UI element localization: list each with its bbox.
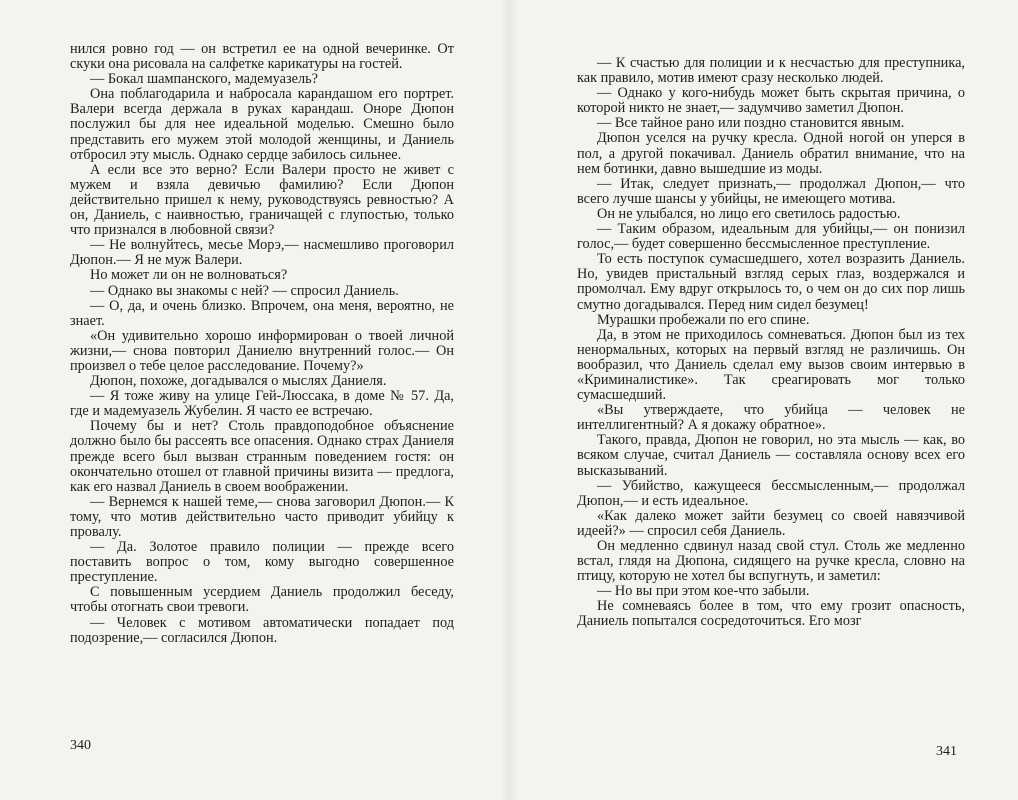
- paragraph: То есть поступок сумасшедшего, хотел возразить Даниель. Но, увидев пристальный взгляд серых глаз, воздержался и промолчал. Ему вдруг открылось то, о чем он до сих пор лишь смутно догадывался. Перед ним сидел безумец!: [577, 251, 965, 313]
- paragraph: Но может ли он не волноваться?: [90, 267, 288, 284]
- paragraph: — Человек с мотивом автоматически попадает под подозрение,— согласился Дюпон.: [70, 614, 454, 646]
- paragraph: С повышенным усердием Даниель продолжил беседу, чтобы отогнать свои тревоги.: [70, 584, 454, 616]
- paragraph: «Вы утверждаете, что убийца — человек не интеллигентный? А я докажу обратное».: [577, 402, 965, 434]
- paragraph: Дюпон, похоже, догадывался о мыслях Даниеля.: [90, 373, 387, 390]
- paragraph: Он медленно сдвинул назад свой стул. Столь же медленно встал, глядя на Дюпона, сидящего на ручке кресла, словно на птицу, которую не хотел бы вспугнуть, и заметил:: [577, 538, 965, 585]
- paragraph: — Убийство, кажущееся бессмысленным,— продолжал Дюпон,— и есть идеальное.: [577, 477, 965, 509]
- paragraph: — Вернемся к нашей теме,— снова заговорил Дюпон.— К тому, что мотив действительно часто приводит убийцу к провалу.: [70, 493, 454, 540]
- paragraph: Да, в этом не приходилось сомневаться. Дюпон был из тех ненормальных, которых на первый взгляд не различишь. Он вообразил, что Даниель сделал ему вызов своим интервью в «Криминалистике». Так среагировать мог только сумасшедший.: [577, 326, 965, 404]
- page-number-right: 341: [936, 744, 957, 759]
- paragraph: «Как далеко может зайти безумец со своей навязчивой идеей?» — спросил себя Даниель.: [577, 507, 965, 539]
- paragraph: «Он удивительно хорошо информирован о твоей личной жизни,— снова повторил Даниелю внутренний голос.— Он произвел о тебе целое расследование. Почему?»: [70, 327, 454, 374]
- paragraph: — Итак, следует признать,— продолжал Дюпон,— что всего лучше шансы у убийцы, не имеющего мотива.: [577, 175, 965, 207]
- paragraph: Он не улыбался, но лицо его светилось радостью.: [597, 205, 901, 222]
- paragraph: — Однако вы знакомы с ней? — спросил Даниель.: [90, 282, 399, 299]
- paragraph: нился ровно год — он встретил ее на одной вечеринке. От скуки она рисовала на салфетке карикатуры на гостей.: [70, 41, 454, 73]
- paragraph: — Бокал шампанского, мадемуазель?: [90, 71, 318, 88]
- paragraph: Дюпон уселся на ручку кресла. Одной ногой он уперся в пол, а другой покачивал. Даниель обратил внимание, что на нем ботинки, давно вышедшие из моды.: [577, 130, 965, 177]
- left-page-text: [70, 42, 454, 646]
- paragraph: — О, да, и очень близко. Впрочем, она меня, вероятно, не знает.: [70, 297, 454, 329]
- paragraph: — Все тайное рано или поздно становится явным.: [597, 115, 905, 132]
- paragraph: — Однако у кого-нибудь может быть скрытая причина, о которой никто не знает,— задумчиво заметил Дюпон.: [577, 85, 965, 117]
- paragraph: — Таким образом, идеальным для убийцы,— он понизил голос,— будет совершенно бессмысленное преступление.: [577, 221, 965, 253]
- paragraph: А если все это верно? Если Валери просто не живет с мужем и взяла девичью фамилию? Если Дюпон действительно пришел к нему, руководствуясь ревностью? А он, Даниель, с наивностью, граничащей с глупостью, только что признался в любовной связи?: [70, 161, 454, 239]
- paragraph: Почему бы и нет? Столь правдоподобное объяснение должно было бы рассеять все опасения. Однако страх Даниеля прежде всего был вызван странным поведением гостя: он окончательно отошел от главной причины визита — предлога, как его назвал Даниель в своем воображении.: [70, 418, 454, 495]
- paragraph: Не сомневаясь более в том, что ему грозит опасность, Даниель попытался сосредоточиться. Его мозг: [577, 598, 965, 630]
- paragraph: — Не волнуйтесь, месье Морэ,— насмешливо проговорил Дюпон.— Я не муж Валери.: [70, 237, 454, 269]
- page-number-left: 340: [70, 738, 91, 753]
- right-page-text: [577, 56, 965, 630]
- paragraph: — Но вы при этом кое-что забыли.: [597, 583, 810, 600]
- paragraph: — К счастью для полиции и к несчастью для преступника, как правило, мотив имеют сразу несколько людей.: [577, 55, 965, 87]
- right-page: [509, 0, 1018, 800]
- paragraph: — Да. Золотое правило полиции — прежде всего поставить вопрос о том, кому выгодно совершенное преступление.: [70, 539, 454, 586]
- paragraph: Она поблагодарила и набросала карандашом его портрет. Валери всегда держала в руках карандаш. Оноре Дюпон послужил бы для нее идеальной моделью. Смешно было представить его мужем этой молодой женщины, и Даниель отбросил эту мысль. Однако сердце забилось сильнее.: [70, 86, 454, 163]
- paragraph: Такого, правда, Дюпон не говорил, но эта мысль — как, во всяком случае, считал Даниель — составляла основу всех его высказываний.: [577, 432, 965, 479]
- paragraph: — Я тоже живу на улице Гей-Люссака, в доме № 57. Да, где и мадемуазель Жубелин. Я часто ее встречаю.: [70, 388, 454, 420]
- paragraph: Мурашки пробежали по его спине.: [597, 311, 810, 328]
